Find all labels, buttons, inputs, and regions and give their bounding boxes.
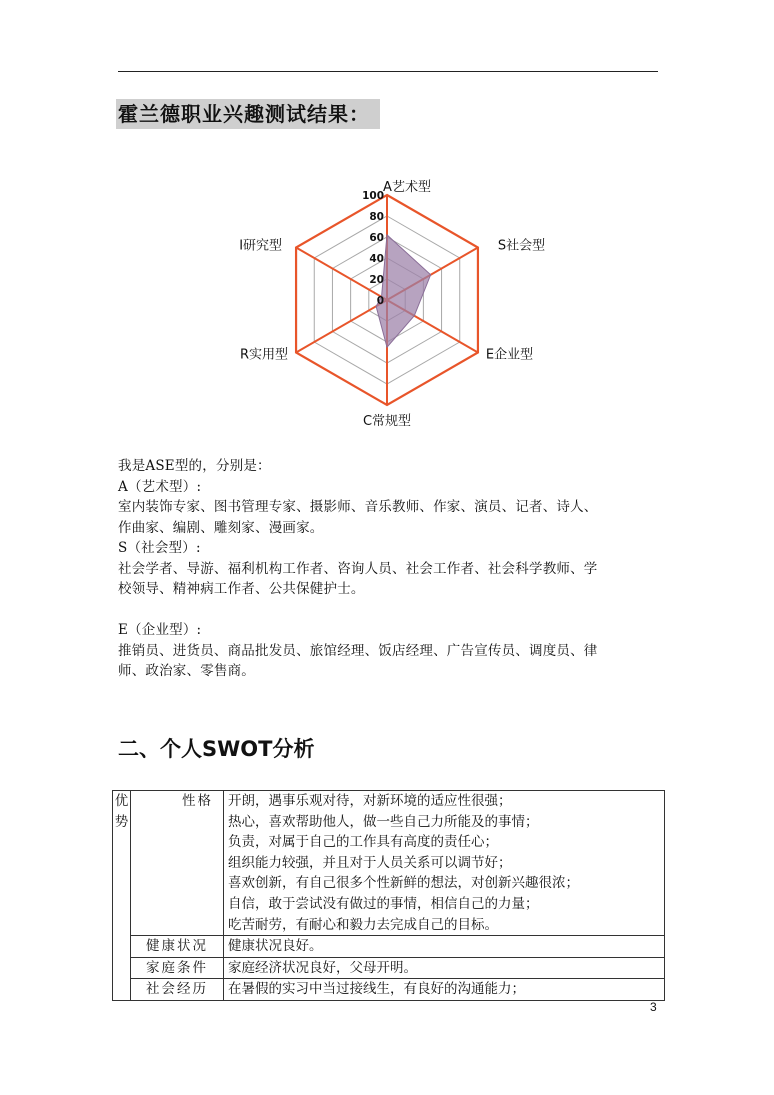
text-line: 校领导、精神病工作者、公共保健护士。 <box>118 581 365 597</box>
axis-label: R实用型 <box>240 347 289 363</box>
text-line <box>118 600 598 621</box>
table-row <box>113 957 665 979</box>
category-label: 优势 <box>114 793 129 830</box>
row-label: 家庭条件 <box>131 957 224 979</box>
row-label: 健康状况 <box>131 936 224 958</box>
swot-table <box>112 790 665 1001</box>
result-heading: 霍兰德职业兴趣测试结果： <box>116 99 380 129</box>
content-line: 负责，对属于自己的工作具有高度的责任心； <box>228 834 498 851</box>
section-heading: 二、个人SWOT分析 <box>118 737 315 761</box>
row-label: 性格 <box>131 791 224 936</box>
data-area <box>376 235 431 347</box>
content-line: 喜欢创新，有自己很多个性新鲜的想法，对创新兴趣很浓； <box>228 875 579 892</box>
tick-label: 100 <box>362 190 384 202</box>
text-line: A（艺术型）: <box>118 478 202 495</box>
content-line: 自信，敢于尝试没有做过的事情，相信自己的力量； <box>228 895 539 912</box>
row-content: 健康状况良好。 <box>224 936 665 958</box>
category-cell <box>113 791 131 1001</box>
header-rule <box>118 71 658 72</box>
text-line: S（社会型）: <box>118 540 201 556</box>
text-line: 我是ASE型的，分别是： <box>118 458 271 474</box>
axis-label: A艺术型 <box>383 180 431 195</box>
text-line: 作曲家、编剧、雕刻家、漫画家。 <box>118 519 324 536</box>
content-line: 开朗，遇事乐观对待，对新环境的适应性很强； <box>228 793 512 809</box>
text-line: E（企业型）: <box>118 622 202 638</box>
row-label: 社会经历 <box>131 979 224 1001</box>
text-line: 师、政治家、零售商。 <box>118 663 255 679</box>
axis-label: E企业型 <box>485 347 534 363</box>
text-line: 社会学者、导游、福利机构工作者、咨询人员、社会工作者、社会科学教师、学 <box>118 560 598 577</box>
holland-radar-chart <box>230 180 550 429</box>
tick-label: 0 <box>376 295 384 307</box>
table-row <box>113 791 665 936</box>
axis-spoke <box>296 300 387 353</box>
tick-label: 80 <box>369 211 384 223</box>
text-line: 室内装饰专家、图书管理专家、摄影师、音乐教师、作家、演员、记者、诗人、 <box>118 499 598 515</box>
text-line: 推销员、进货员、商品批发员、旅馆经理、饭店经理、广告宣传员、调度员、律 <box>118 642 598 659</box>
tick-label: 60 <box>369 232 384 244</box>
axis-label: S社会型 <box>497 238 546 254</box>
row-content <box>224 791 665 936</box>
table-row <box>113 936 665 958</box>
row-content: 在暑假的实习中当过接线生，有良好的沟通能力； <box>224 979 665 1001</box>
content-line: 吃苦耐劳，有耐心和毅力去完成自己的目标。 <box>228 916 498 933</box>
table-row <box>113 979 665 1001</box>
result-text <box>118 456 598 682</box>
tick-label: 40 <box>369 253 384 265</box>
content-line: 热心，喜欢帮助他人，做一些自己力所能及的事情； <box>228 813 539 830</box>
content-line: 组织能力较强，并且对于人员关系可以调节好； <box>228 854 512 871</box>
tick-label: 20 <box>369 274 384 286</box>
page-number: 3 <box>650 1000 657 1014</box>
axis-label: C常规型 <box>362 414 412 429</box>
row-content: 家庭经济状况良好，父母开明。 <box>224 957 665 979</box>
axis-label: I研究型 <box>239 238 283 254</box>
